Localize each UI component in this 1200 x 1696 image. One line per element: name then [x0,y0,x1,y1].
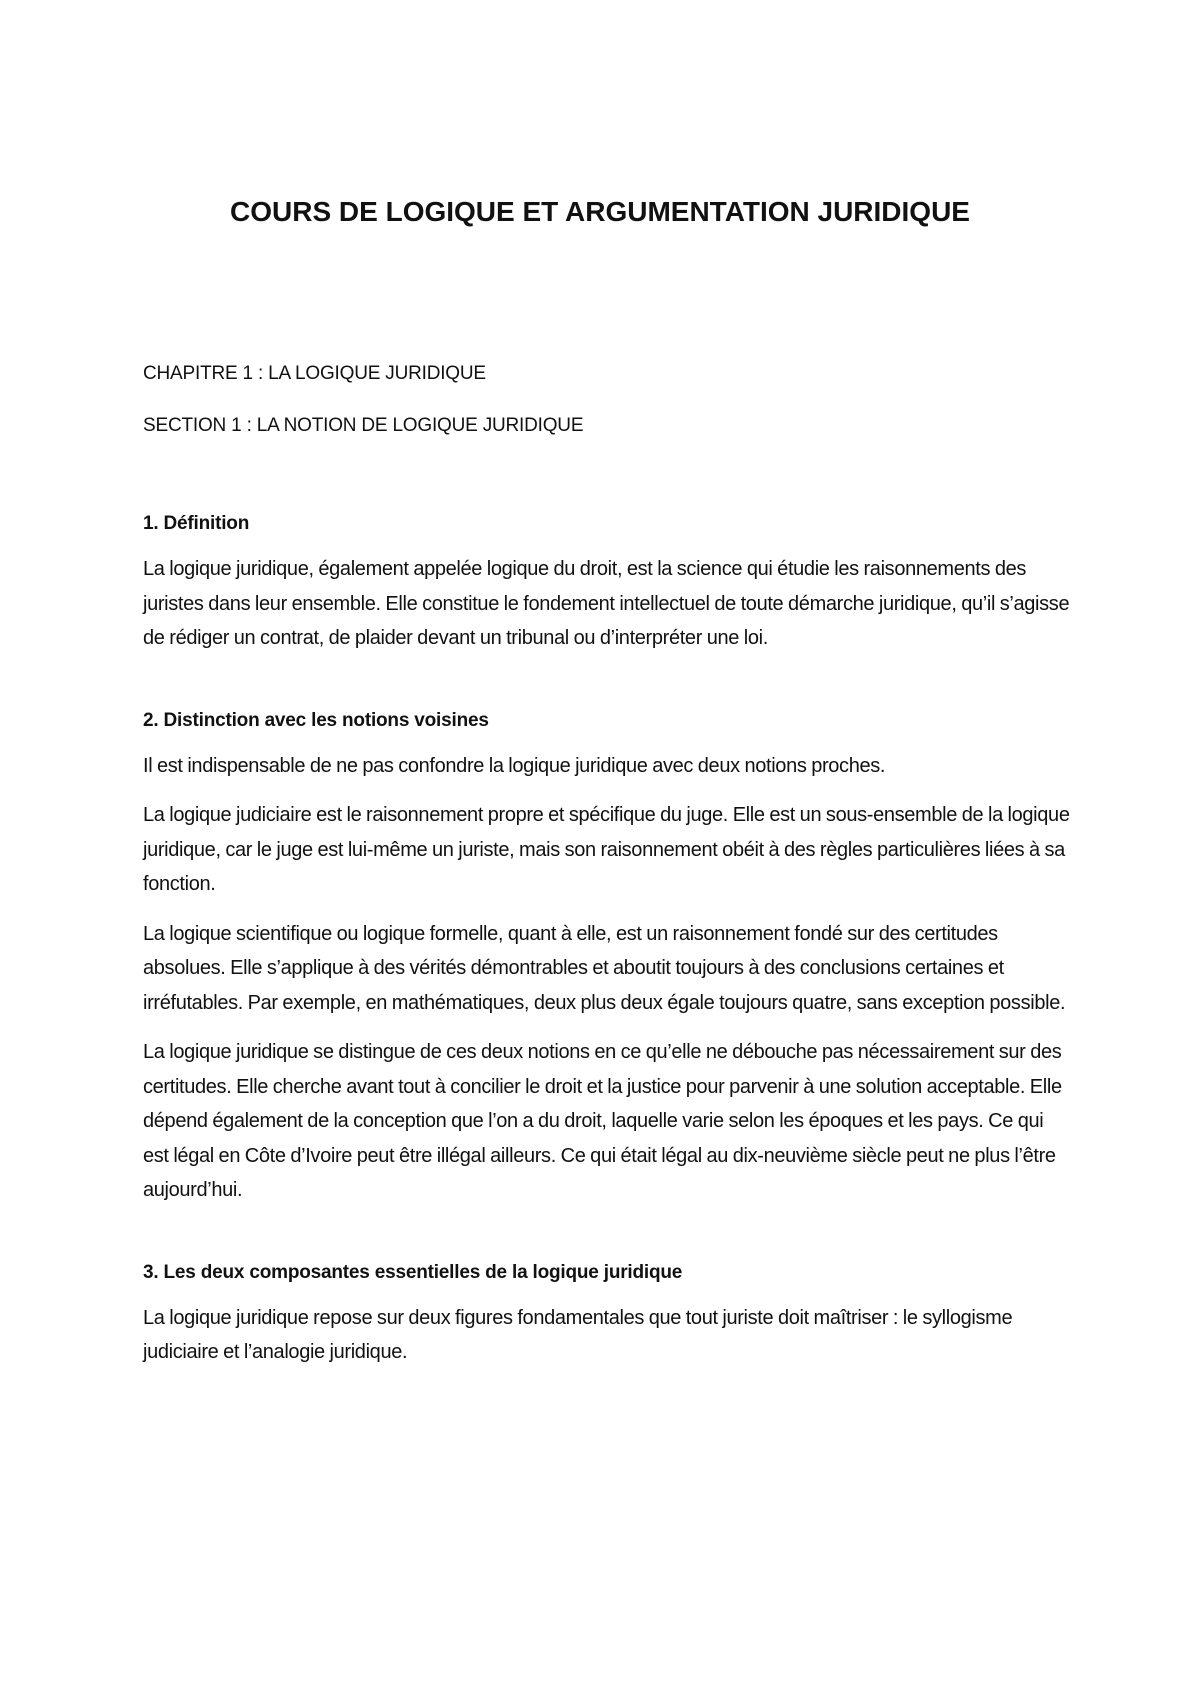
paragraph: La logique juridique repose sur deux figures fondamentales que tout juriste doit maîtriser : le syllogisme judiciaire et l’analogie juridique. [143,1306,1013,1363]
part-definition [143,510,1073,656]
chapter-title: CHAPITRE 1 : LA LOGIQUE JURIDIQUE [143,363,486,384]
paragraph: Il est indispensable de ne pas confondre la logique juridique avec deux notions proches. [143,754,886,777]
paragraph: La logique judiciaire est le raisonnement propre et spécifique du juge. Elle est un sous-ensemble de la logique juridique, car le juge est lui-même un juriste, mais son raisonnement obéit à des règles particulières liées à sa fonction. [143,804,1070,895]
paragraph: La logique juridique se distingue de ces deux notions en ce qu’elle ne débouche pas nécessairement sur des certitudes. Elle cherche avant tout à concilier le droit et la justice pour parvenir à une solution acceptable. Elle dépend également de la conception que l’on a du droit, laquelle varie selon les époques et les pays. Ce qui est légal en Côte d’Ivoire peut être illégal ailleurs. Ce qui était légal au dix-neuvième siècle peut ne plus l’être aujourd’hui. [143,1041,1062,1201]
spacer [143,1223,1073,1259]
part-heading: 1. Définition [143,513,250,534]
part-heading: 3. Les deux composantes essentielles de la logique juridique [143,1261,683,1283]
part-distinction [143,707,1073,1208]
section-title: SECTION 1 : LA NOTION DE LOGIQUE JURIDIQUE [143,415,584,436]
document-title: COURS DE LOGIQUE ET ARGUMENTATION JURIDIQUE [230,196,970,227]
paragraph: La logique scientifique ou logique formelle, quant à elle, est un raisonnement fondé sur des certitudes absolues. Elle s’applique à des vérités démontrables et aboutit toujours à des conclusions certaines et irréfutables. Par exemple, en mathématiques, deux plus deux égale toujours quatre, sans exception possible. [143,922,1066,1014]
part-components [143,1259,1073,1370]
part-heading: 2. Distinction avec les notions voisines [143,709,489,731]
document-body [143,360,1073,1385]
paragraph: La logique juridique, également appelée logique du droit, est la science qui étudie les raisonnements des juristes dans leur ensemble. Elle constitue le fondement intellectuel de toute démarche juridique, qu’il s’agisse de rédiger un contrat, de plaider devant un tribunal ou d’interpréter une loi. [143,558,1070,649]
spacer [143,671,1073,707]
